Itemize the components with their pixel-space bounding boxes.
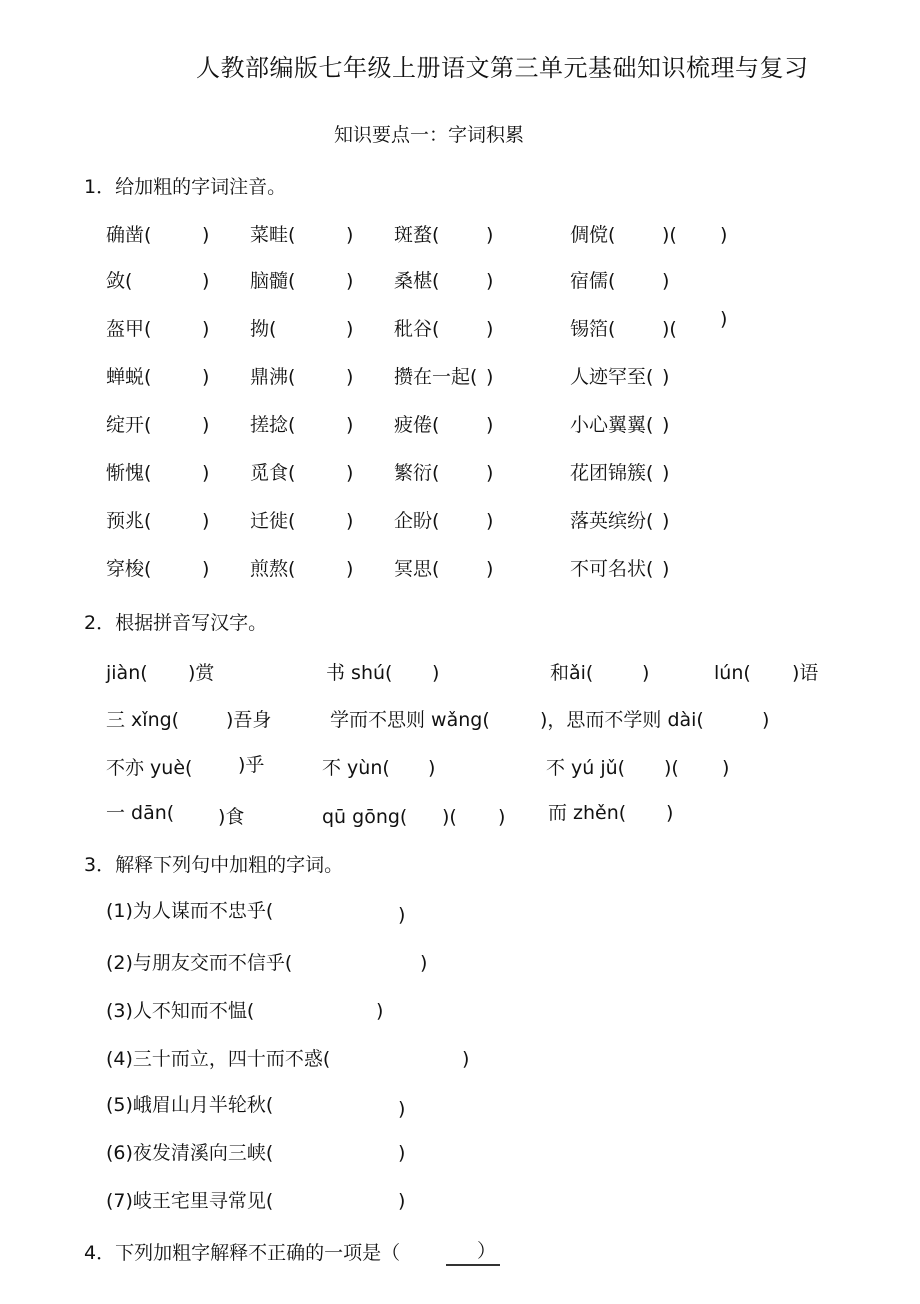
q1-word-16: 人迹罕至( xyxy=(570,366,654,388)
q1-word-20: 小心翼翼( xyxy=(570,414,654,436)
q1-word-12-close2: ) xyxy=(720,308,728,330)
q1-word-17-close: ) xyxy=(202,414,210,436)
q1-word-29: 穿梭( xyxy=(106,558,152,580)
q1-word-19-close: ) xyxy=(486,414,494,436)
q3-item-1-close: ) xyxy=(398,904,406,926)
q1-word-15-close: ) xyxy=(486,366,494,388)
q1-word-13: 蝉蜕( xyxy=(106,366,152,388)
q4-answer-blank[interactable] xyxy=(446,1240,500,1266)
q1-word-7-close: ) xyxy=(486,270,494,292)
q1-word-19: 疲倦( xyxy=(394,414,440,436)
q1-word-5-close: ) xyxy=(202,270,210,292)
q1-word-2: 菜畦( xyxy=(250,224,296,246)
q2-r4-a: 一 dān( xyxy=(106,802,175,824)
q1-word-1: 确凿( xyxy=(106,224,152,246)
q1-word-22: 觅食( xyxy=(250,462,296,484)
q1-word-1-close: ) xyxy=(202,224,210,246)
q3-item-2-close: ) xyxy=(420,952,428,974)
q2-r3-a: 不亦 yuè( xyxy=(106,757,193,779)
q1-word-13-close: ) xyxy=(202,366,210,388)
q1-word-28-close: ) xyxy=(662,510,670,532)
q2-r4-b: )食 xyxy=(218,806,245,828)
q3-item-1: (1)为人谋而不忠乎( xyxy=(106,900,274,922)
q1-word-14-close: ) xyxy=(346,366,354,388)
q2-r2-a: 三 xǐng( xyxy=(106,709,180,731)
q1-word-11: 秕谷( xyxy=(394,318,440,340)
q1-heading: 1．给加粗的字词注音。 xyxy=(84,176,287,198)
q2-r4-c: qū gōng( xyxy=(322,806,408,828)
q2-r4-f: 而 zhěn( xyxy=(548,802,627,824)
q2-r2-b: )吾身 xyxy=(226,709,272,731)
q1-word-3-close: ) xyxy=(486,224,494,246)
q1-word-8-close: ) xyxy=(662,270,670,292)
q1-word-28: 落英缤纷( xyxy=(570,510,654,532)
q2-r1-a: jiàn( xyxy=(106,662,148,684)
q2-r1-f: ) xyxy=(642,662,650,684)
q1-word-32-close: ) xyxy=(662,558,670,580)
q3-item-2: (2)与朋友交而不信乎( xyxy=(106,952,293,974)
q1-word-25: 预兆( xyxy=(106,510,152,532)
q1-word-4-close: )( xyxy=(662,224,677,246)
q1-word-27-close: ) xyxy=(486,510,494,532)
q3-item-5-close: ) xyxy=(398,1098,406,1120)
q1-word-32: 不可名状( xyxy=(570,558,654,580)
q1-word-30: 煎熬( xyxy=(250,558,296,580)
q2-r3-f: )( xyxy=(664,757,679,779)
q1-word-5: 敛( xyxy=(106,270,133,292)
q3-item-6: (6)夜发清溪向三峡( xyxy=(106,1142,274,1164)
q1-word-9: 盔甲( xyxy=(106,318,152,340)
q1-word-17: 绽开( xyxy=(106,414,152,436)
q2-r3-d: ) xyxy=(428,757,436,779)
q1-word-25-close: ) xyxy=(202,510,210,532)
q4-heading: 4．下列加粗字解释不正确的一项是（ xyxy=(84,1242,401,1264)
q3-item-3-close: ) xyxy=(376,1000,384,1022)
q2-r1-h: )语 xyxy=(792,662,819,684)
q3-item-5: (5)峨眉山月半轮秋( xyxy=(106,1094,274,1116)
section-heading: 知识要点一：字词积累 xyxy=(334,124,525,146)
q2-heading: 2．根据拼音写汉字。 xyxy=(84,612,268,634)
q2-r1-c: 书 shú( xyxy=(326,662,393,684)
q2-r1-g: lún( xyxy=(714,662,751,684)
q1-word-24-close: ) xyxy=(662,462,670,484)
q2-r1-d: ) xyxy=(432,662,440,684)
q2-r2-c: 学而不思则 wǎng( xyxy=(330,709,490,731)
q1-word-2-close: ) xyxy=(346,224,354,246)
q2-r4-d: )( xyxy=(442,806,457,828)
q2-r3-b: )乎 xyxy=(238,754,265,776)
q3-item-3: (3)人不知而不愠( xyxy=(106,1000,255,1022)
q3-item-4-close: ) xyxy=(462,1048,470,1070)
q1-word-16-close: ) xyxy=(662,366,670,388)
q4-close: ） xyxy=(476,1240,496,1262)
q1-word-10-close: ) xyxy=(346,318,354,340)
q1-word-26-close: ) xyxy=(346,510,354,532)
q1-word-9-close: ) xyxy=(202,318,210,340)
q2-r1-e: 和ǎi( xyxy=(550,662,594,684)
q1-word-23-close: ) xyxy=(486,462,494,484)
q1-word-12: 锡箔( xyxy=(570,318,616,340)
q2-r1-b: )赏 xyxy=(188,662,215,684)
q1-word-7: 桑椹( xyxy=(394,270,440,292)
q3-item-6-close: ) xyxy=(398,1142,406,1164)
q1-word-18: 搓捻( xyxy=(250,414,296,436)
q1-word-31-close: ) xyxy=(486,558,494,580)
q2-r4-e: ) xyxy=(498,806,506,828)
q1-word-8: 宿儒( xyxy=(570,270,616,292)
q1-word-22-close: ) xyxy=(346,462,354,484)
page-title: 人教部编版七年级上册语文第三单元基础知识梳理与复习 xyxy=(196,54,809,82)
q1-word-14: 鼎沸( xyxy=(250,366,296,388)
q1-word-3: 斑蝥( xyxy=(394,224,440,246)
q1-word-12-close: )( xyxy=(662,318,677,340)
q1-word-18-close: ) xyxy=(346,414,354,436)
q1-word-30-close: ) xyxy=(346,558,354,580)
q1-word-29-close: ) xyxy=(202,558,210,580)
q1-word-21-close: ) xyxy=(202,462,210,484)
q1-word-6-close: ) xyxy=(346,270,354,292)
q2-r4-g: ) xyxy=(666,802,674,824)
q3-heading: 3．解释下列句中加粗的字词。 xyxy=(84,854,344,876)
q1-word-20-close: ) xyxy=(662,414,670,436)
q3-item-4: (4)三十而立，四十而不惑( xyxy=(106,1048,331,1070)
q1-word-10: 拗( xyxy=(250,318,277,340)
q1-word-27: 企盼( xyxy=(394,510,440,532)
q1-word-4-close2: ) xyxy=(720,224,728,246)
q3-item-7: (7)岐王宅里寻常见( xyxy=(106,1190,274,1212)
q2-r3-g: ) xyxy=(722,757,730,779)
q1-word-24: 花团锦簇( xyxy=(570,462,654,484)
q2-r3-c: 不 yùn( xyxy=(322,757,390,779)
q1-word-15: 攒在一起( xyxy=(394,366,478,388)
q2-r2-d: )，思而不学则 dài( xyxy=(540,709,704,731)
q1-word-31: 冥思( xyxy=(394,558,440,580)
q1-word-26: 迁徙( xyxy=(250,510,296,532)
q3-item-7-close: ) xyxy=(398,1190,406,1212)
q2-r2-e: ) xyxy=(762,709,770,731)
q1-word-21: 惭愧( xyxy=(106,462,152,484)
q1-word-4: 倜傥( xyxy=(570,224,616,246)
q2-r3-e: 不 yú jǔ( xyxy=(546,757,626,779)
q1-word-6: 脑髓( xyxy=(250,270,296,292)
q1-word-11-close: ) xyxy=(486,318,494,340)
q1-word-23: 繁衍( xyxy=(394,462,440,484)
